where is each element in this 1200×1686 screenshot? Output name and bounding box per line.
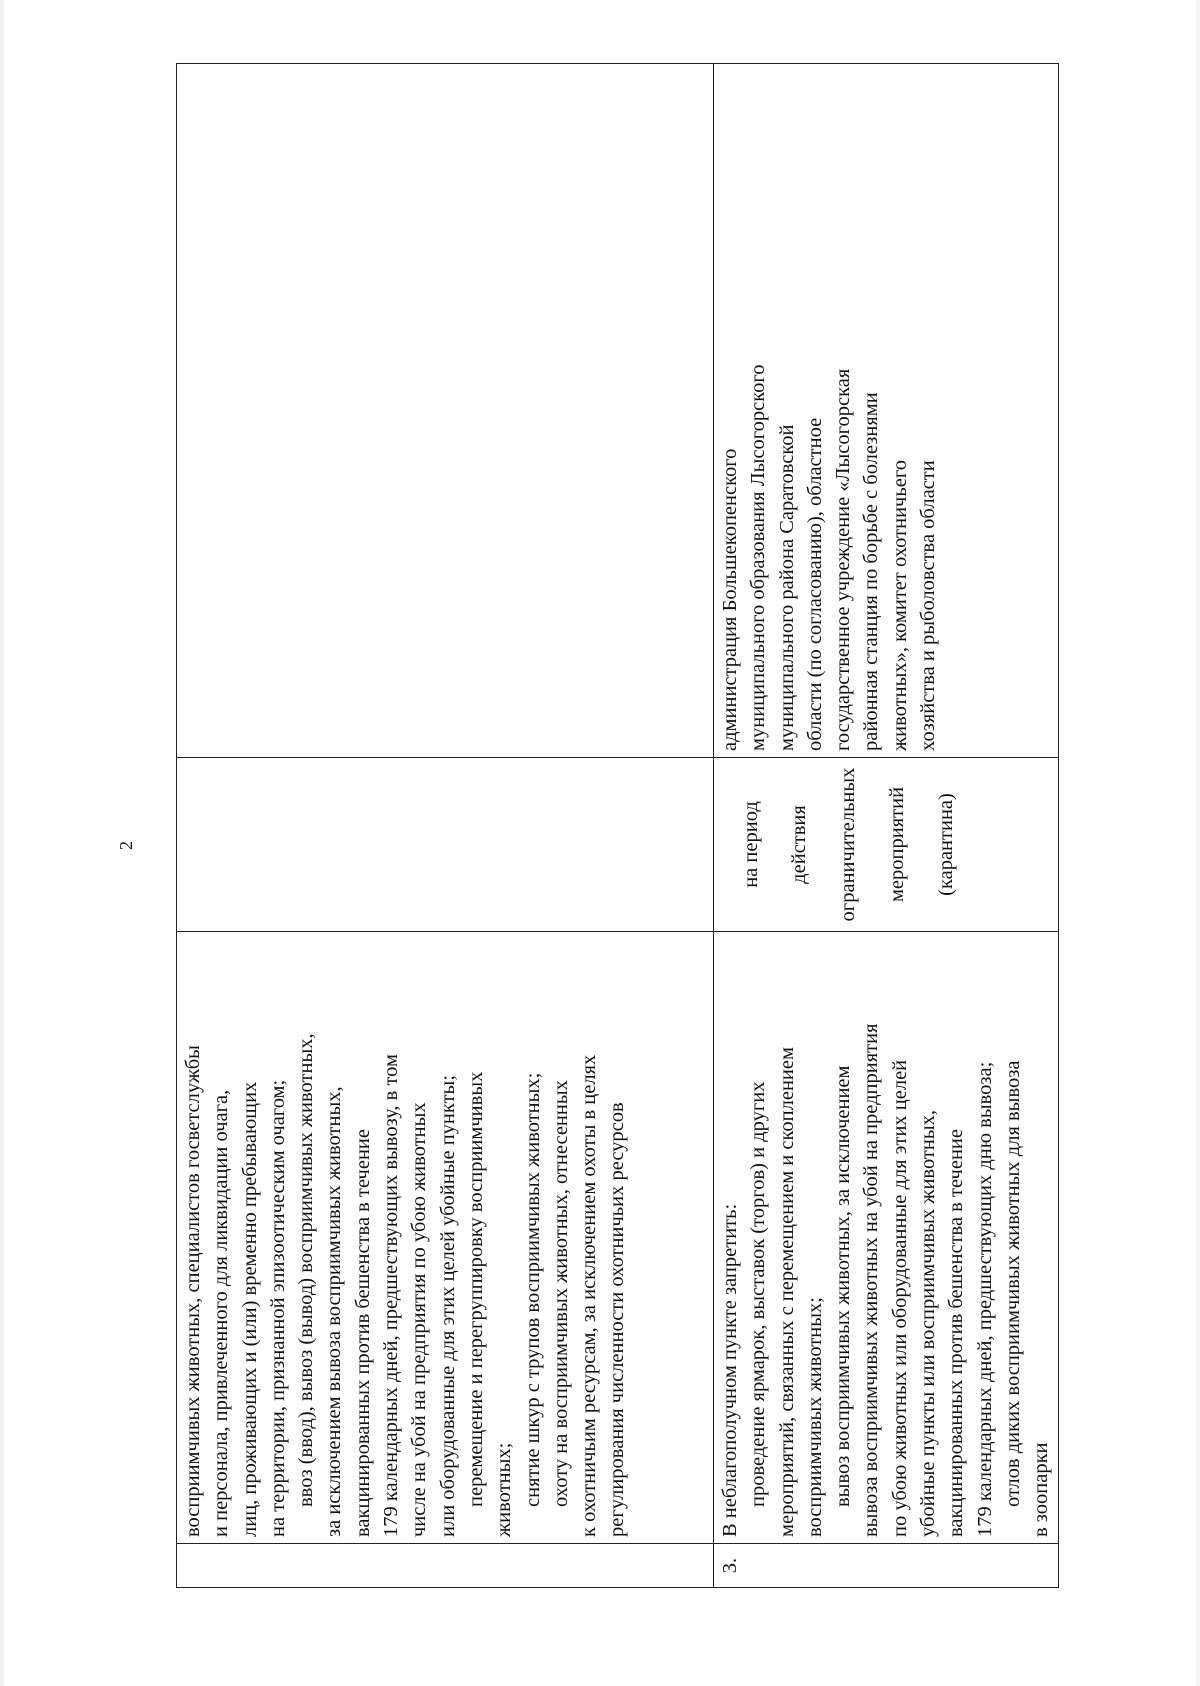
text-line: к охотничьим ресурсам, за исключением охоты в целях — [578, 1054, 601, 1537]
text-line: 179 календарных дней, предшествующих дню вывоза; — [973, 1061, 996, 1537]
text-line: государственное учреждение «Лысогорская — [832, 368, 855, 751]
text-line: вакцинированных против бешенства в течение — [351, 1129, 374, 1537]
item-number-cell: 3. — [714, 1544, 1059, 1588]
text-line: вакцинированных против бешенства в течение — [945, 1129, 968, 1537]
page-number: 2 — [116, 840, 136, 850]
text-line: отлов диких восприимчивых животных для вывоза — [1001, 1060, 1024, 1507]
item-number-cell — [177, 1544, 714, 1588]
text-line: проведение ярмарок, выставок (торгов) и других — [747, 1081, 770, 1507]
text-line: области (по согласованию), областное — [803, 417, 826, 751]
text-line: числе на убой на предприятия по убою животных — [408, 1102, 431, 1537]
text-line: вывоза восприимчивых животных на убой на предприятия — [860, 1023, 883, 1537]
text-line: муниципального района Саратовской — [775, 424, 798, 751]
term-text — [737, 764, 960, 925]
text-line: муниципального образования Лысогорского — [747, 364, 770, 751]
table-row — [177, 64, 714, 1588]
text-line: убойные пункты или восприимчивых животных, — [917, 1109, 940, 1537]
term-cell — [177, 758, 714, 932]
text-line: администрация Большекопенского — [719, 448, 741, 751]
text-line: 179 календарных дней, предшествующих вывозу, в том — [380, 1053, 403, 1537]
text-line: перемещение и перегруппировку восприимчивых — [464, 1071, 487, 1507]
measure-cell — [714, 932, 1059, 1544]
text-line: мероприятий, связанных с перемещением и скоплением — [775, 1047, 798, 1537]
responsible-cell — [177, 64, 714, 758]
text-line: на территории, признанной эпизоотическим очагом; — [266, 1079, 289, 1537]
text-line: или оборудованные для этих целей убойные пункты; — [436, 1074, 459, 1537]
measure-cell — [177, 932, 714, 1544]
text-line: ввоз (ввод), вывоз (вывод) восприимчивых животных, — [295, 1033, 318, 1507]
text-line: животных», комитет охотничьего — [888, 460, 911, 751]
text-line: лиц, проживающих и (или) временно пребывающих — [238, 1081, 261, 1537]
text-line: В неблагополучном пункте запретить: — [719, 1203, 741, 1537]
measure-text — [716, 938, 1056, 1537]
term-cell — [714, 758, 1059, 932]
responsible-text — [716, 70, 942, 751]
text-line: охоту на восприимчивых животных, отнесенных — [549, 1080, 572, 1507]
text-line: снятие шкур с трупов восприимчивых животных; — [521, 1072, 544, 1507]
text-line: регулирования численности охотничьих ресурсов — [606, 1102, 629, 1537]
measures-table — [176, 63, 1059, 1588]
text-line: животных; — [493, 1442, 516, 1537]
text-line: мероприятий — [885, 786, 908, 903]
scan-right-edge — [1196, 0, 1200, 1686]
text-line: по убою животных или оборудованные для этих целей — [888, 1059, 911, 1537]
text-line: восприимчивых животных; — [803, 1297, 826, 1537]
text-line: на период — [739, 801, 762, 888]
text-line: действия — [788, 805, 811, 884]
text-line: районная станция по борьбе с болезнями — [860, 392, 883, 751]
responsible-cell — [714, 64, 1059, 758]
measure-text — [179, 938, 632, 1537]
text-line: ограничительных — [837, 767, 860, 922]
text-line: хозяйства и рыболовства области — [917, 460, 940, 751]
rotated-document-page — [104, 64, 1104, 1588]
text-line: в зоопарки — [1030, 1442, 1053, 1537]
table-row — [714, 64, 1059, 1588]
text-line: вывоз восприимчивых животных, за исключением — [832, 1065, 855, 1507]
text-line: (карантина) — [934, 793, 957, 896]
text-line: восприимчивых животных, специалистов госветслужбы — [182, 1045, 204, 1537]
scan-left-edge — [0, 0, 4, 1686]
text-line: за исключением вывоза восприимчивых животных, — [323, 1086, 346, 1537]
text-line: и персонала, привлеченного для ликвидации очага, — [210, 1089, 233, 1537]
